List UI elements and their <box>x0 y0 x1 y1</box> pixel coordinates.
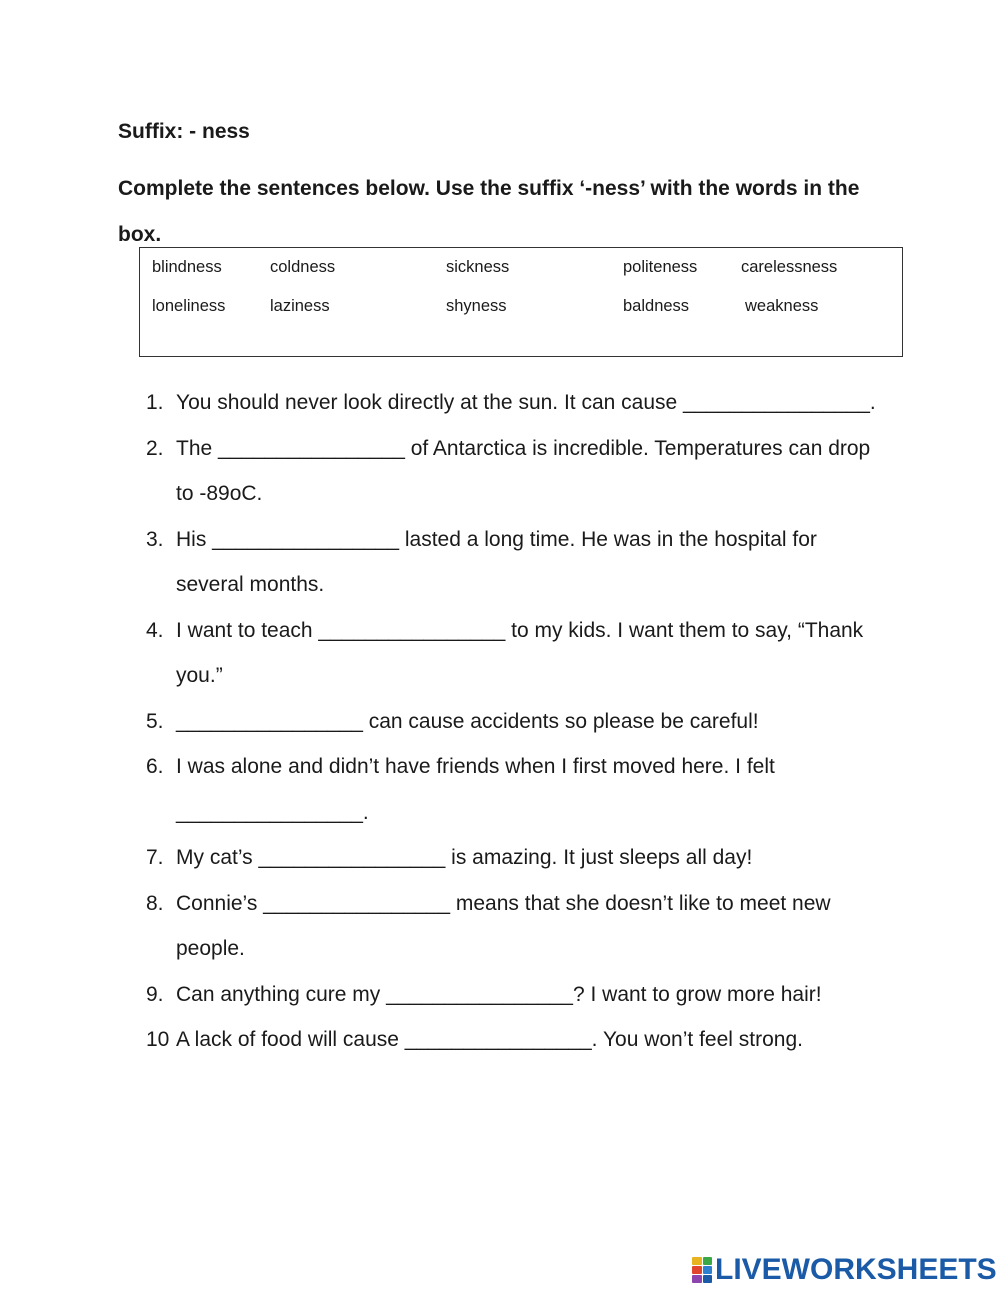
question-item <box>146 972 886 1018</box>
word-bank-item: politeness <box>623 258 698 276</box>
question-number: 1. <box>146 391 164 414</box>
question-text: A lack of food will cause ________________. You won’t feel strong. <box>176 1028 803 1051</box>
question-number: 6. <box>146 755 164 778</box>
word-box <box>139 247 903 357</box>
question-item <box>146 426 886 517</box>
logo-icon <box>692 1257 712 1283</box>
question-number: 10 <box>146 1028 170 1051</box>
word-bank-item: coldness <box>270 258 336 276</box>
word-bank-item: shyness <box>446 297 507 315</box>
word-bank-item: blindness <box>152 258 222 276</box>
question-number: 7. <box>146 846 164 869</box>
question-number: 4. <box>146 618 164 642</box>
question-item <box>146 835 886 881</box>
question-text: His ________________ lasted a long time. He was in the hospital for several months. <box>176 527 817 596</box>
question-text: You should never look directly at the sun. It can cause ________________. <box>176 391 876 414</box>
question-text: Can anything cure my ________________? I want to grow more hair! <box>176 982 822 1006</box>
question-item <box>146 608 886 699</box>
question-text: I want to teach ________________ to my kids. I want them to say, “Thank you.” <box>176 618 864 687</box>
word-bank-item: sickness <box>446 258 510 276</box>
question-list <box>146 380 886 1063</box>
question-item <box>146 380 886 426</box>
word-bank-item: laziness <box>270 297 330 315</box>
word-bank-item: baldness <box>623 297 690 315</box>
question-text: ________________ can cause accidents so please be careful! <box>176 709 759 733</box>
question-number: 2. <box>146 436 164 460</box>
question-number: 8. <box>146 891 164 915</box>
question-text: Connie’s ________________ means that she doesn’t like to meet new people. <box>176 891 831 960</box>
question-text: My cat’s ________________ is amazing. It just sleeps all day! <box>176 846 753 869</box>
word-bank-item: weakness <box>745 297 819 315</box>
liveworksheets-logo <box>692 1254 997 1286</box>
question-text: The ________________ of Antarctica is incredible. Temperatures can drop to -89oC. <box>176 436 871 505</box>
logo-text: LIVEWORKSHEETS <box>715 1253 997 1286</box>
question-item <box>146 1017 886 1063</box>
question-number: 3. <box>146 527 164 551</box>
page-title: Suffix: - ness <box>118 120 250 143</box>
word-bank-item: carelessness <box>741 258 838 276</box>
instructions: Complete the sentences below. Use the suffix ‘-ness’ with the words in the box. <box>118 177 860 246</box>
question-number: 5. <box>146 709 164 733</box>
question-item <box>146 517 886 608</box>
question-number: 9. <box>146 982 164 1006</box>
question-item <box>146 744 886 835</box>
word-bank-item: loneliness <box>152 297 226 315</box>
question-item <box>146 881 886 972</box>
question-text: I was alone and didn’t have friends when I first moved here. I felt ________________. <box>176 755 775 824</box>
question-item <box>146 699 886 745</box>
